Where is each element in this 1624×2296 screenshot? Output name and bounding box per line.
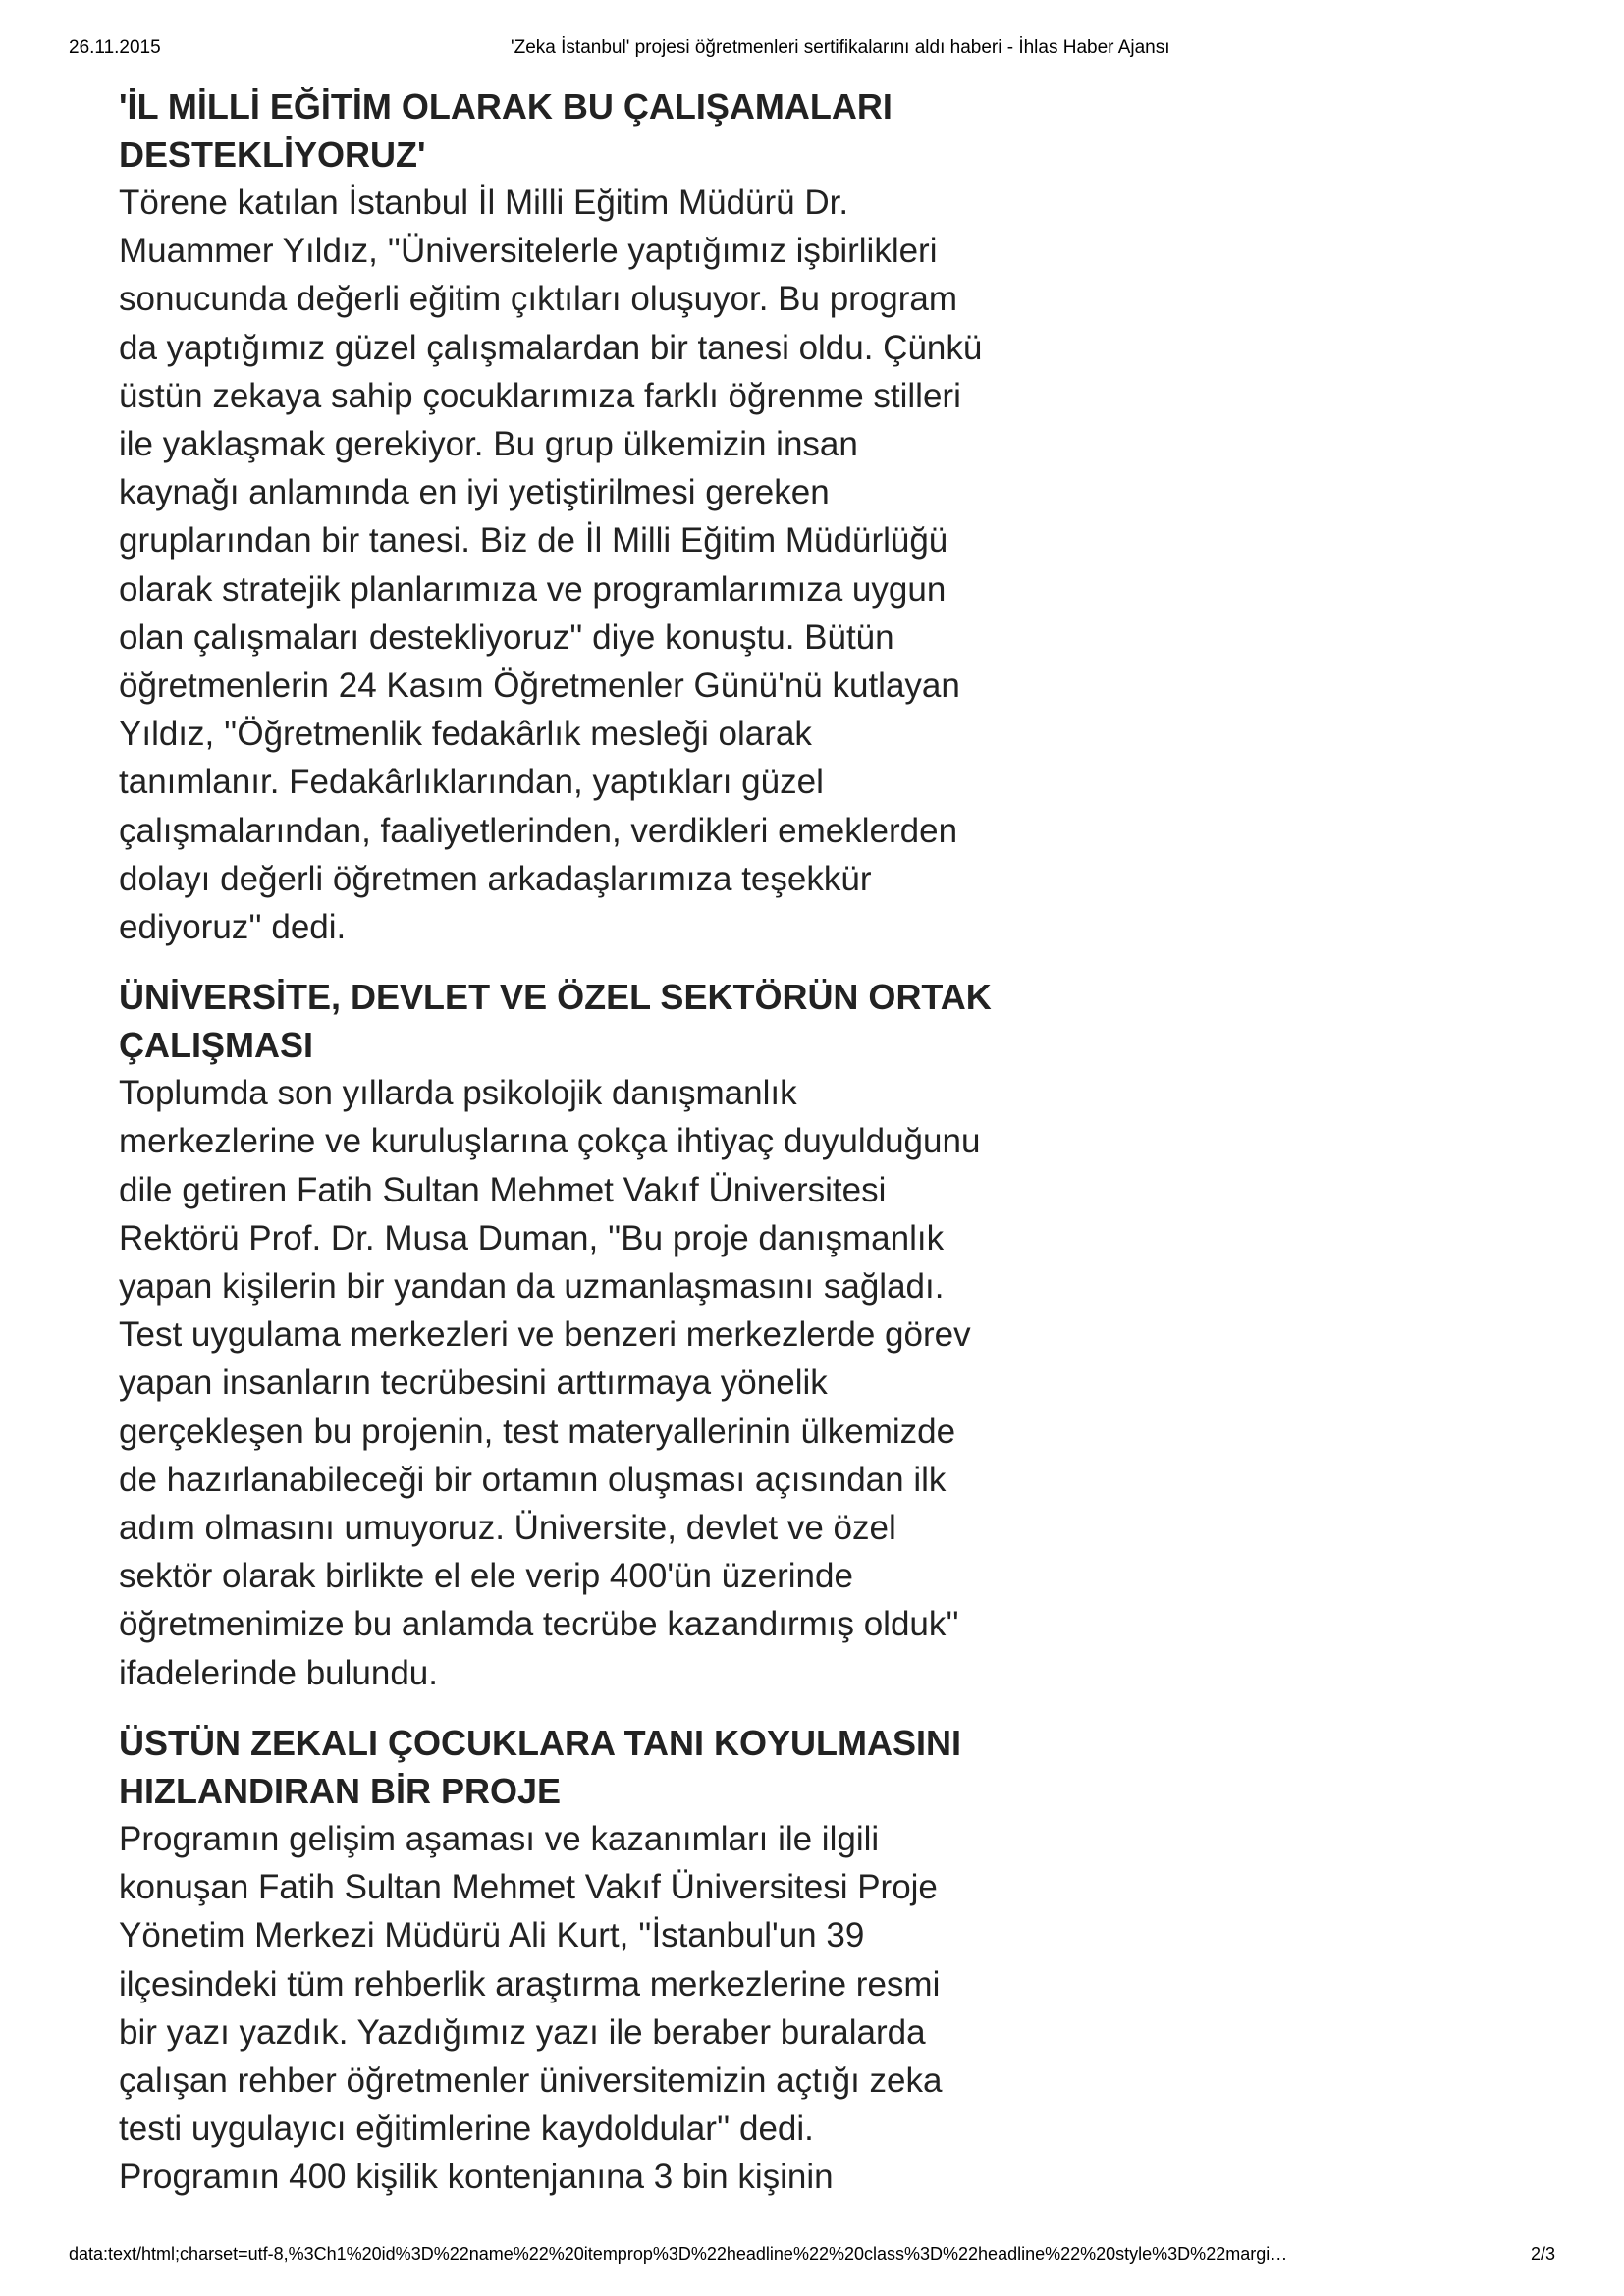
paragraph-line: da yaptığımız güzel çalışmalardan bir tanesi oldu. Çünkü	[119, 328, 983, 367]
section-spacer	[119, 951, 1110, 973]
paragraph-line: öğretmenimize bu anlamda tecrübe kazandırmış olduk''	[119, 1605, 959, 1644]
paragraph-line: Yıldız, ''Öğretmenlik fedakârlık mesleği olarak	[119, 715, 812, 754]
paragraph-line: kaynağı anlamında en iyi yetiştirilmesi gereken	[119, 473, 830, 512]
paragraph-line: çalışmalarından, faaliyetlerinden, verdikleri emeklerden	[119, 811, 958, 850]
heading-line: ÜSTÜN ZEKALI ÇOCUKLARA TANI KOYULMASINI	[119, 1722, 961, 1763]
paragraph-line: üstün zekaya sahip çocuklarımıza farklı öğrenme stilleri	[119, 376, 961, 415]
print-page-title: 'Zeka İstanbul' projesi öğretmenleri sertifikalarını aldı haberi - İhlas Haber Ajansı	[511, 37, 1170, 58]
paragraph-line: adım olmasını umuyoruz. Üniversite, devlet ve özel	[119, 1509, 896, 1548]
paragraph-line: yapan insanların tecrübesini arttırmaya yönelik	[119, 1363, 828, 1403]
page-number: 2/3	[1530, 2244, 1555, 2264]
paragraph-line: gerçekleşen bu projenin, test materyallerinin ülkemizde	[119, 1412, 956, 1451]
paragraph-line: öğretmenlerin 24 Kasım Öğretmenler Günü'nü kutlayan	[119, 667, 960, 706]
section-heading	[119, 973, 1110, 1069]
print-date: 26.11.2015	[69, 37, 161, 58]
paragraph-line: bir yazı yazdık. Yazdığımız yazı ile beraber buralarda	[119, 2012, 926, 2052]
article-body	[119, 82, 1110, 2202]
paragraph-line: Yönetim Merkezi Müdürü Ali Kurt, ''İstanbul'un 39	[119, 1916, 865, 1955]
page-url: data:text/html;charset=utf-8,%3Ch1%20id%3D%22name%22%20itemprop%3D%22headline%22%20class%3D%22headline%22%20style%3D%22margi…	[69, 2244, 1288, 2264]
print-header	[69, 37, 1555, 67]
paragraph	[119, 1815, 1110, 2202]
heading-line: ÜNİVERSİTE, DEVLET VE ÖZEL SEKTÖRÜN ORTAK	[119, 977, 992, 1018]
paragraph-line: testi uygulayıcı eğitimlerine kaydoldular'' dedi.	[119, 2109, 814, 2149]
paragraph-line: ifadelerinde bulundu.	[119, 1653, 438, 1692]
paragraph-line: Programın gelişim aşaması ve kazanımları ile ilgili	[119, 1819, 880, 1858]
paragraph-line: Test uygulama merkezleri ve benzeri merkezlerde görev	[119, 1315, 971, 1355]
paragraph-line: Törene katılan İstanbul İl Milli Eğitim Müdürü Dr.	[119, 184, 849, 222]
section-spacer	[119, 1697, 1110, 1719]
paragraph-line: Rektörü Prof. Dr. Musa Duman, ''Bu proje danışmanlık	[119, 1218, 945, 1257]
paragraph-line: ilçesindeki tüm rehberlik araştırma merkezlerine resmi	[119, 1964, 941, 2003]
paragraph-line: Toplumda son yıllarda psikolojik danışmanlık	[119, 1074, 797, 1113]
paragraph-line: de hazırlanabileceği bir ortamın oluşması açısından ilk	[119, 1460, 947, 1499]
paragraph	[119, 179, 1110, 951]
heading-line: ÇALIŞMASI	[119, 1025, 313, 1066]
paragraph-line: gruplarından bir tanesi. Biz de İl Milli Eğitim Müdürlüğü	[119, 521, 948, 561]
paragraph-line: olan çalışmaları destekliyoruz'' diye konuştu. Bütün	[119, 617, 894, 657]
paragraph-line: merkezlerine ve kuruluşlarına çokça ihtiyaç duyulduğunu	[119, 1122, 981, 1161]
print-footer	[69, 2244, 1555, 2271]
paragraph-line: Programın 400 kişilik kontenjanına 3 bin kişinin	[119, 2158, 834, 2197]
paragraph-line: olarak stratejik planlarımıza ve programlarımıza uygun	[119, 569, 947, 609]
paragraph-line: konuşan Fatih Sultan Mehmet Vakıf Üniversitesi Proje	[119, 1868, 938, 1907]
paragraph-line: çalışan rehber öğretmenler üniversitemizin açtığı zeka	[119, 2060, 943, 2100]
paragraph-line: dolayı değerli öğretmen arkadaşlarımıza teşekkür	[119, 859, 872, 898]
section-heading	[119, 1719, 1110, 1815]
paragraph	[119, 1069, 1110, 1697]
paragraph-line: sonucunda değerli eğitim çıktıları oluşuyor. Bu program	[119, 280, 958, 319]
paragraph-line: yapan kişilerin bir yandan da uzmanlaşmasını sağladı.	[119, 1267, 945, 1307]
paragraph-line: tanımlanır. Fedakârlıklarından, yaptıkları güzel	[119, 763, 824, 802]
section-heading	[119, 82, 1110, 179]
heading-line: HIZLANDIRAN BİR PROJE	[119, 1770, 562, 1811]
paragraph-line: ediyoruz'' dedi.	[119, 908, 347, 947]
heading-line: DESTEKLİYORUZ'	[119, 134, 426, 175]
paragraph-line: sektör olarak birlikte el ele verip 400'ün üzerinde	[119, 1557, 853, 1596]
heading-line: 'İL MİLLİ EĞİTİM OLARAK BU ÇALIŞAMALARI	[119, 86, 893, 127]
paragraph-line: ile yaklaşmak gerekiyor. Bu grup ülkemizin insan	[119, 425, 858, 464]
paragraph-line: Muammer Yıldız, ''Üniversitelerle yaptığımız işbirlikleri	[119, 232, 938, 271]
paragraph-line: dile getiren Fatih Sultan Mehmet Vakıf Üniversitesi	[119, 1170, 887, 1209]
